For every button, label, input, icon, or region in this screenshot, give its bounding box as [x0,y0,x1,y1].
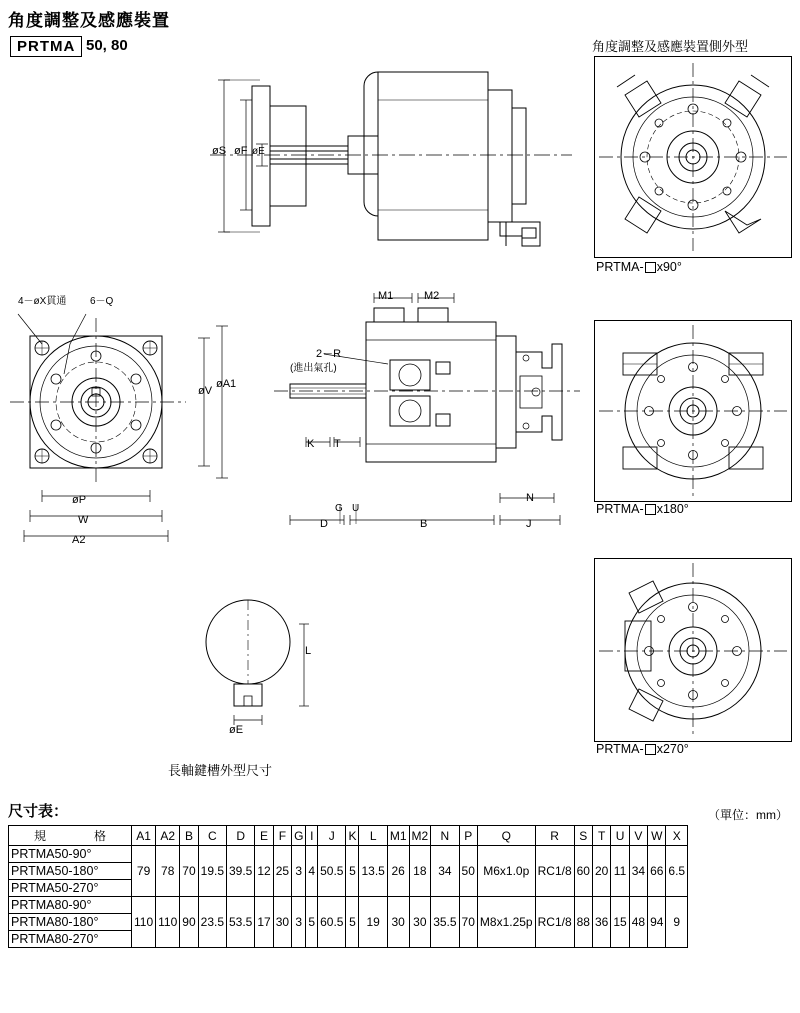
col-N: N [431,826,459,846]
cell-M1: 30 [387,897,409,948]
dim-table-unit-note: （單位：mm） [708,808,788,822]
callout-m1: M1 [378,290,394,302]
keyway-detail-drawing [180,590,360,740]
cell-E: 12 [255,846,273,897]
cell-P: 50 [459,846,477,897]
cell-S: 88 [574,897,592,948]
callout-phi-p: øP [72,494,87,506]
callout-phi-e-bottom: øE [229,724,244,736]
cell-X: 9 [666,897,688,948]
cell-Q: M8x1.25p [477,897,535,948]
front-face-drawing [8,300,248,550]
cell-K: 5 [346,897,359,948]
col-P: P [459,826,477,846]
callout-g: G [335,503,343,514]
plan-section-drawing [268,292,588,542]
dimension-table [8,825,688,948]
table-row [9,897,688,914]
cell-J: 60.5 [318,897,346,948]
callout-m2: M2 [424,290,440,302]
col-U: U [611,826,629,846]
col-Q: Q [477,826,535,846]
side-view-label-90 [596,260,682,274]
callout-two-r-note: (進出氣孔) [290,363,337,374]
side-view-label-90-prefix: PRTMA- [596,260,644,274]
cell-F: 30 [273,897,291,948]
col-R: R [535,826,574,846]
callout-w: W [78,514,89,526]
col-K: K [346,826,359,846]
cell-J: 50.5 [318,846,346,897]
side-view-label-180 [596,502,689,516]
cell-I: 5 [306,897,318,948]
callout-phi-f: øF [234,145,248,157]
col-A1: A1 [132,826,156,846]
cell-W: 66 [648,846,666,897]
cell-Q: M6x1.0p [477,846,535,897]
callout-b: B [420,518,428,530]
side-view-panel-90 [594,56,792,258]
col-W: W [648,826,666,846]
callout-two-r: 2－R [316,348,342,360]
col-X: X [666,826,688,846]
table-header-row [9,826,688,846]
cell-M1: 26 [387,846,409,897]
cell-A1: 110 [132,897,156,948]
callout-phi-e-top: øE [252,146,265,157]
col-V: V [629,826,647,846]
cell-G: 3 [292,897,306,948]
callout-j: J [526,518,532,530]
square-marker-icon [645,744,656,755]
callout-k: K [307,438,315,450]
cell-W: 94 [648,897,666,948]
callout-u: U [352,503,360,514]
col-E: E [255,826,273,846]
row-label: PRTMA80-270° [9,931,132,948]
cell-D: 39.5 [227,846,255,897]
callout-a2: A2 [72,534,86,546]
cell-S: 60 [574,846,592,897]
cell-N: 35.5 [431,897,459,948]
cell-D: 53.5 [227,897,255,948]
cell-A1: 79 [132,846,156,897]
side-view-label-180-suffix: x180° [656,502,689,516]
cell-E: 17 [255,897,273,948]
col-M1: M1 [387,826,409,846]
cell-G: 3 [292,846,306,897]
col-J: J [318,826,346,846]
col-C: C [198,826,226,846]
callout-phi-s: øS [212,145,227,157]
cell-B: 90 [180,897,198,948]
page-title: 角度調整及感應裝置 [8,11,170,30]
cell-U: 11 [611,846,629,897]
col-D: D [227,826,255,846]
col-L: L [359,826,387,846]
callout-phi-a1: øA1 [216,378,237,390]
callout-n: N [526,492,534,504]
callout-d: D [320,518,328,530]
cell-B: 70 [180,846,198,897]
side-view-label-180-prefix: PRTMA- [596,502,644,516]
callout-l: L [305,645,312,657]
row-label: PRTMA80-90° [9,897,132,914]
col-I: I [306,826,318,846]
cell-R: RC1/8 [535,846,574,897]
cell-N: 34 [431,846,459,897]
row-label: PRTMA50-90° [9,846,132,863]
cell-P: 70 [459,897,477,948]
side-view-label-270-suffix: x270° [656,742,689,756]
callout-phi-v: øV [198,385,213,397]
row-label: PRTMA50-270° [9,880,132,897]
cell-C: 23.5 [198,897,226,948]
square-marker-icon [645,504,656,515]
callout-six-q: 6－Q [90,296,114,307]
cell-T: 36 [592,897,610,948]
cell-M2: 30 [409,897,431,948]
spec-header: 規 格 [9,826,132,846]
callout-four-phi-x: 4－øX貫通 [18,296,67,307]
cell-C: 19.5 [198,846,226,897]
cell-M2: 18 [409,846,431,897]
cell-I: 4 [306,846,318,897]
row-label: PRTMA50-180° [9,863,132,880]
side-view-label-90-suffix: x90° [656,260,682,274]
cell-R: RC1/8 [535,897,574,948]
side-view-panel-270 [594,558,792,742]
dim-table-title: 尺寸表： [8,803,69,820]
side-view-label-270 [596,742,689,756]
model-sizes: 50, 80 [86,37,128,54]
col-G: G [292,826,306,846]
cell-F: 25 [273,846,291,897]
cell-L: 13.5 [359,846,387,897]
col-B: B [180,826,198,846]
cell-A2: 110 [156,897,180,948]
col-S: S [574,826,592,846]
col-T: T [592,826,610,846]
col-F: F [273,826,291,846]
row-label: PRTMA80-180° [9,914,132,931]
cell-U: 15 [611,897,629,948]
model-box: PRTMA [10,36,82,57]
cell-X: 6.5 [666,846,688,897]
cell-T: 20 [592,846,610,897]
side-view-label-270-prefix: PRTMA- [596,742,644,756]
keyway-caption: 長軸鍵槽外型尺寸 [168,763,273,778]
cell-A2: 78 [156,846,180,897]
cell-V: 34 [629,846,647,897]
cell-V: 48 [629,897,647,948]
col-M2: M2 [409,826,431,846]
side-view-panel-180 [594,320,792,502]
col-A2: A2 [156,826,180,846]
cell-L: 19 [359,897,387,948]
side-views-heading: 角度調整及感應裝置側外型 [592,39,749,54]
table-row [9,846,688,863]
top-elevation-drawing [200,60,580,260]
callout-t: T [334,438,341,450]
cell-K: 5 [346,846,359,897]
square-marker-icon [645,262,656,273]
